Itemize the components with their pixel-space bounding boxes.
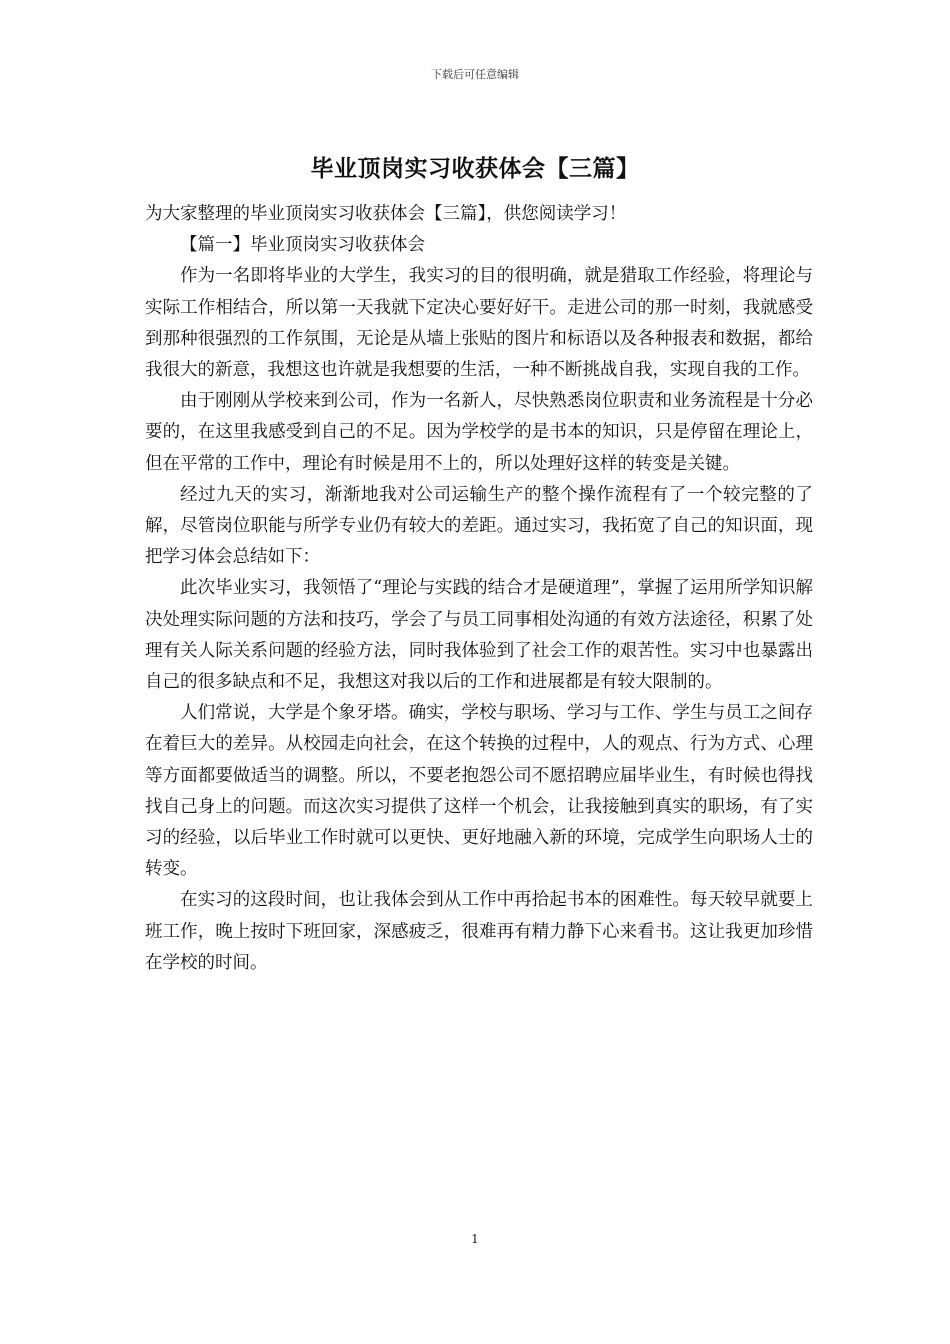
intro-paragraph: 为大家整理的毕业顶岗实习收获体会【三篇】，供您阅读学习！: [145, 204, 627, 224]
document-body: [145, 199, 813, 979]
paragraph-6: 在实习的这段时间，也让我体会到从工作中再拾起书本的困难性。每天较早就要上班工作，晚上按时下班回家，深感疲乏，很难再有精力静下心来看书。这让我更加珍惜在学校的时间。: [145, 890, 813, 973]
section-heading: 【篇一】毕业顶岗实习收获体会: [180, 235, 425, 256]
header-note: 下载后可任意编辑: [431, 68, 519, 81]
paragraph-3: 经过九天的实习，渐渐地我对公司运输生产的整个操作流程有了一个较完整的了解，尽管岗位职能与所学专业仍有较大的差距。通过实习，我拓宽了自己的知识面，现把学习体会总结如下：: [145, 484, 813, 568]
page-number: 1: [471, 1232, 479, 1246]
paragraph-4: 此次毕业实习，我领悟了“理论与实践的结合才是硬道理”，掌握了运用所学知识解决处理实际问题的方法和技巧，学会了与员工同事相处沟通的有效方法途径，积累了处理有关人际关系问题的经验方法，同时我体验到了社会工作的艰苦性。实习中也暴露出自己的很多缺点和不足，我想这对我以后的工作和进展都是有较大限制的。: [145, 578, 813, 693]
paragraph-2: 由于刚刚从学校来到公司，作为一名新人，尽快熟悉岗位职责和业务流程是十分必要的，在这里我感受到自己的不足。因为学校学的是书本的知识，只是停留在理论上，但在平常的工作中，理论有时候是用不上的，所以处理好这样的转变是关键。: [145, 391, 813, 474]
paragraph-5: 人们常说，大学是个象牙塔。确实，学校与职场、学习与工作、学生与员工之间存在着巨大的差异。从校园走向社会，在这个转换的过程中，人的观点、行为方式、心理等方面都要做适当的调整。所以，不要老抱怨公司不愿招聘应届毕业生，有时候也得找找自己身上的问题。而这次实习提供了这样一个机会，让我接触到真实的职场，有了实习的经验，以后毕业工作时就可以更快、更好地融入新的环境，完成学生向职场人士的转变。: [145, 703, 813, 880]
paragraph-1: 作为一名即将毕业的大学生，我实习的目的很明确，就是猎取工作经验，将理论与实际工作相结合，所以第一天我就下定决心要好好干。走进公司的那一时刻，我就感受到那种很强烈的工作氛围，无论是从墙上张贴的图片和标语以及各种报表和数据，都给我很大的新意，我想这也许就是我想要的生活，一种不断挑战自我，实现自我的工作。: [145, 266, 813, 381]
document-title: 毕业顶岗实习收获体会【三篇】: [310, 155, 640, 182]
